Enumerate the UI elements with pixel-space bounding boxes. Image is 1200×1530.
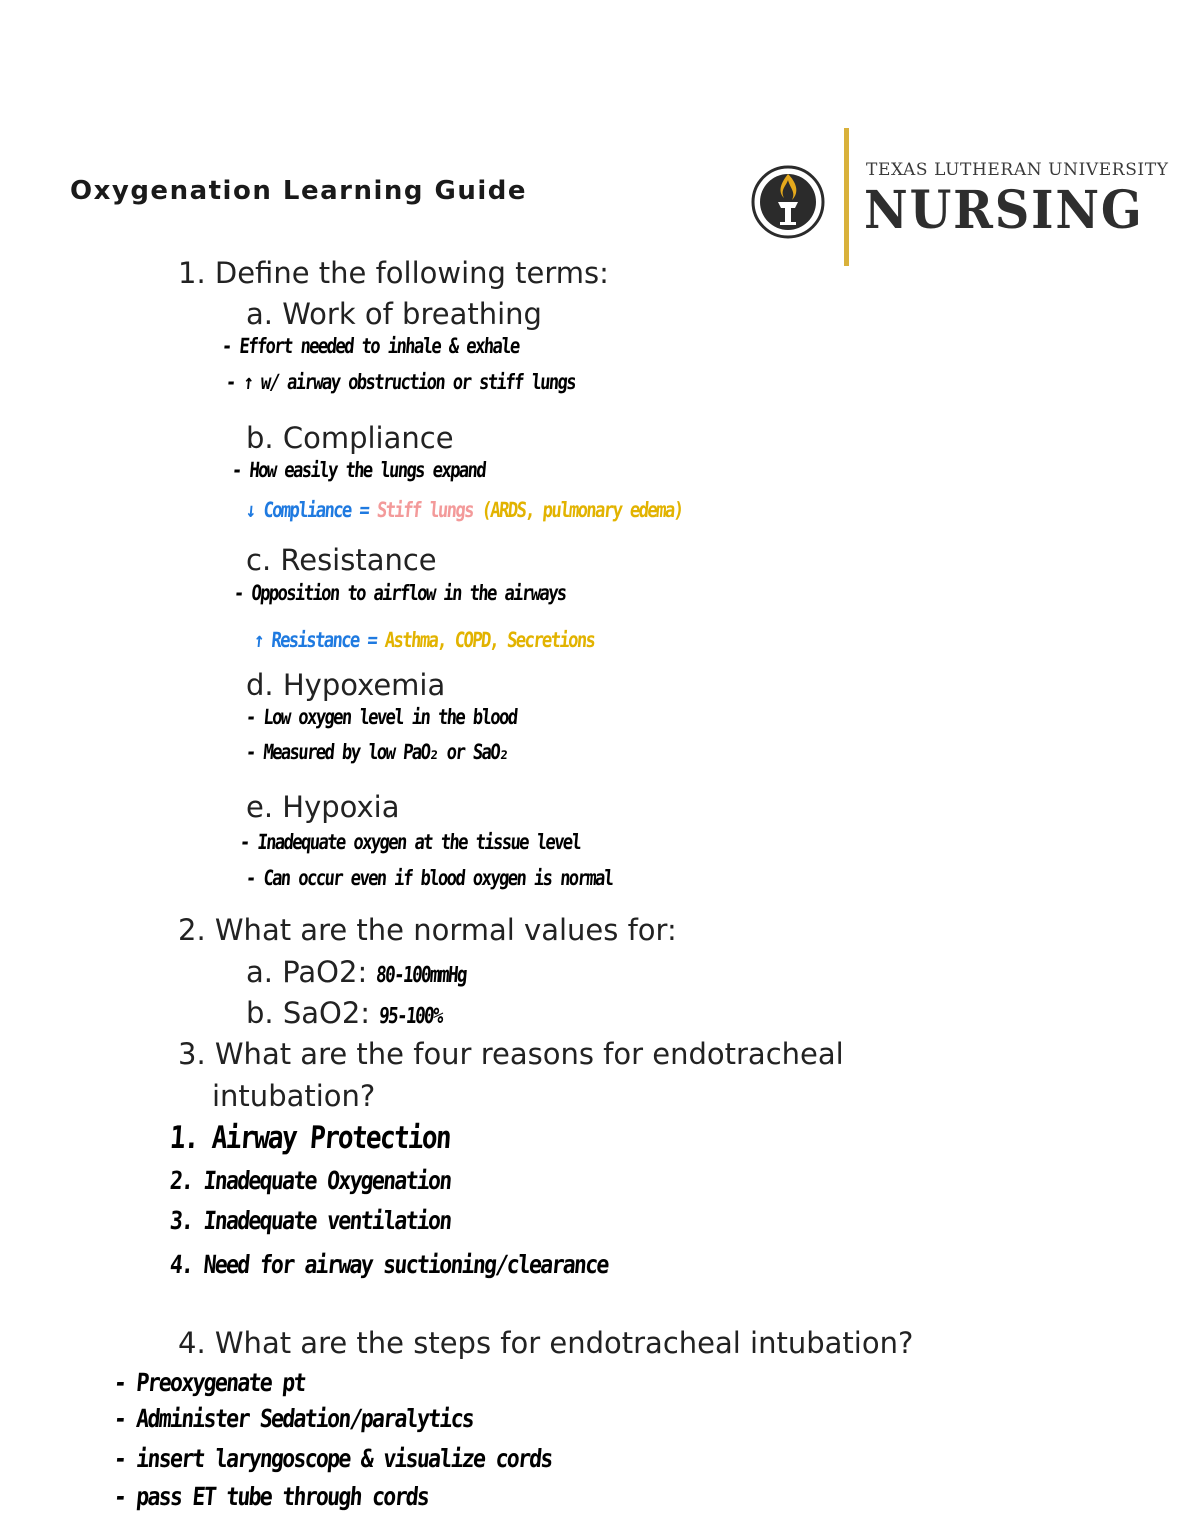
handwritten-note: - How easily the lungs expand	[230, 458, 487, 482]
handwritten-note: - Low oxygen level in the blood	[244, 705, 518, 729]
note-pink: Stiff lungs	[375, 498, 474, 522]
document-title: Oxygenation Learning Guide	[70, 176, 528, 206]
question-2: 2. What are the normal values for:	[178, 913, 677, 947]
step-item: - Preoxygenate pt	[112, 1368, 307, 1397]
answer-item: 3. Inadequate ventilation	[168, 1206, 452, 1235]
term-work-of-breathing: a. Work of breathing	[246, 297, 542, 331]
question-3: 3. What are the four reasons for endotracheal	[178, 1037, 844, 1071]
step-item: - pass ET tube through cords	[112, 1482, 430, 1511]
note-blue: ↓ Compliance =	[244, 498, 370, 522]
handwritten-note: - ↑ w/ airway obstruction or stiff lungs	[224, 370, 577, 394]
handwritten-note: - Inadequate oxygen at the tissue level	[238, 830, 582, 854]
answer-item: 1. Airway Protection	[168, 1120, 452, 1156]
note-yellow: (ARDS, pulmonary edema)	[480, 498, 684, 522]
step-item: - Administer Sedation/paralytics	[112, 1404, 475, 1433]
handwritten-colored-note	[253, 628, 595, 652]
step-item: - insert laryngoscope & visualize cords	[112, 1444, 554, 1473]
question-3-continued: intubation?	[212, 1079, 376, 1113]
pao2-label: a. PaO2:	[246, 955, 368, 989]
handwritten-note: - Can occur even if blood oxygen is normal	[244, 866, 614, 890]
normal-value-sao2	[246, 996, 458, 1030]
university-logo	[748, 128, 1168, 268]
answer-item: 2. Inadequate Oxygenation	[168, 1166, 452, 1195]
term-hypoxia: e. Hypoxia	[246, 790, 400, 824]
answer-item: 4. Need for airway suctioning/clearance	[168, 1250, 610, 1279]
term-compliance: b. Compliance	[246, 421, 454, 455]
handwritten-note: - Effort needed to inhale & exhale	[220, 334, 520, 358]
term-hypoxemia: d. Hypoxemia	[246, 668, 446, 702]
logo-divider	[844, 128, 849, 266]
sao2-value: 95-100%	[378, 1004, 444, 1029]
torch-emblem-icon	[750, 164, 826, 240]
handwritten-colored-note	[245, 498, 683, 522]
handwritten-note: - Opposition to airflow in the airways	[232, 581, 567, 605]
logo-nursing: NURSING	[864, 180, 1144, 241]
term-resistance: c. Resistance	[246, 543, 437, 577]
normal-value-pao2	[246, 955, 489, 989]
pao2-value: 80-100mmHg	[375, 963, 468, 988]
handwritten-note: - Measured by low PaO₂ or SaO₂	[244, 740, 509, 764]
question-4: 4. What are the steps for endotracheal intubation?	[178, 1326, 914, 1360]
question-1: 1. Define the following terms:	[178, 256, 609, 290]
logo-university-name: TEXAS LUTHERAN UNIVERSITY	[866, 160, 1169, 180]
note-blue: ↑ Resistance =	[252, 628, 378, 652]
sao2-label: b. SaO2:	[246, 996, 371, 1030]
note-yellow: Asthma, COPD, Secretions	[383, 628, 596, 652]
